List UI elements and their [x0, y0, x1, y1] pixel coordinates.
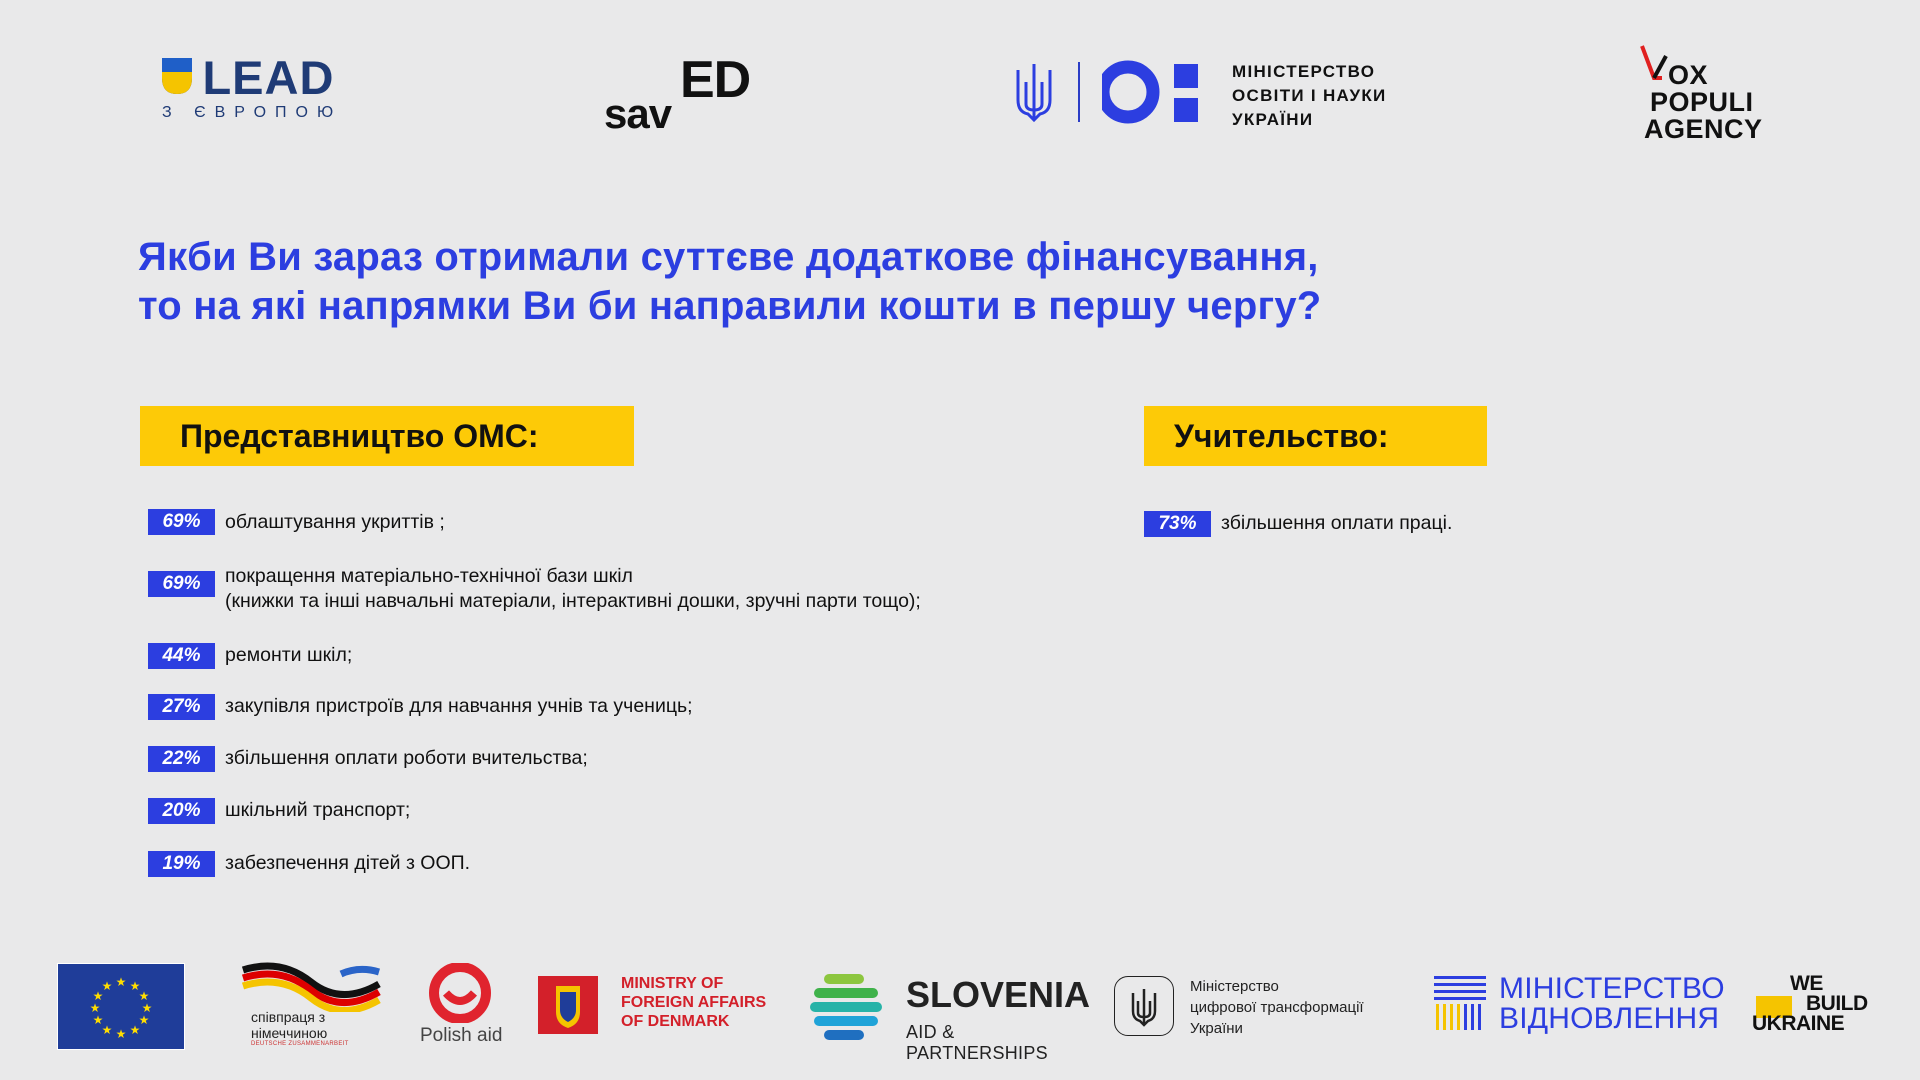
vox-line: POPULI: [1650, 87, 1754, 117]
logo-divider: [1078, 62, 1080, 122]
saved-logo-part1: sav: [604, 90, 672, 137]
digital-transformation-text: [1190, 976, 1364, 1039]
ulead-wordmark: LEAD: [202, 51, 335, 104]
we-build-line: WE: [1790, 972, 1823, 995]
svg-text:★: ★: [129, 979, 141, 993]
denmark-line: OF DENMARK: [621, 1013, 730, 1030]
digital-transformation-logo: [1114, 974, 1414, 1038]
percent-badge: 22%: [148, 746, 215, 772]
slovenia-subtitle: AID & PARTNERSHIPS: [906, 1022, 1048, 1063]
vox-populi-logo: [1640, 44, 1790, 144]
denmark-line: FOREIGN AFFAIRS: [621, 994, 767, 1011]
we-build-ukraine-logo: [1752, 972, 1868, 1035]
saved-logo-part2: ED: [680, 51, 751, 109]
list-item-text: збільшення оплати роботи вчительства;: [225, 747, 588, 769]
germany-logo-line: DEUTSCHE ZUSAMMENARBEIT: [251, 1041, 349, 1047]
ministry-education-line: МІНІСТЕРСТВО: [1232, 62, 1376, 81]
page-title-line2: то на які напрямки Ви би направили кошти в першу чергу?: [138, 284, 1322, 328]
denmark-crest-icon: [538, 976, 598, 1034]
svg-text:★: ★: [138, 989, 150, 1003]
restoration-line: ВІДНОВЛЕННЯ: [1499, 1002, 1720, 1035]
trident-icon: [1012, 60, 1056, 126]
percent-badge: 73%: [1144, 511, 1211, 537]
trident-icon: [1114, 976, 1174, 1036]
ulead-subtitle: З ЄВРОПОЮ: [162, 104, 343, 121]
list-item-text: збільшення оплати праці.: [1221, 512, 1453, 534]
list-item-text: забезпечення дітей з ООП.: [225, 852, 471, 874]
eu-stars-icon: [58, 964, 184, 1049]
slovenia-globe-icon: [810, 970, 886, 1044]
percent-badge: 69%: [148, 509, 215, 535]
ulead-u-icon: [160, 58, 194, 96]
svg-text:★: ★: [92, 989, 104, 1003]
germany-ukraine-wave-icon: [241, 962, 381, 1012]
restoration-line: МІНІСТЕРСТВО: [1499, 972, 1725, 1005]
percent-badge: 20%: [148, 798, 215, 824]
digital-line: Міністерство: [1190, 978, 1279, 995]
svg-text:★: ★: [92, 1013, 104, 1027]
svg-text:★: ★: [141, 1001, 153, 1015]
denmark-mfa-text: [621, 974, 766, 1031]
we-build-line: BUILD: [1806, 992, 1868, 1015]
germany-logo-line: співпраця з: [251, 1009, 326, 1025]
percent-badge: 69%: [148, 571, 215, 597]
page-title: [138, 233, 1638, 331]
svg-text:★: ★: [115, 975, 127, 989]
germany-logo-line: німеччиною: [251, 1025, 328, 1041]
list-item-text: покращення матеріально-технічної бази шкіл: [225, 565, 633, 587]
percent-badge: 19%: [148, 851, 215, 877]
list-item-text: ремонти шкіл;: [225, 644, 353, 666]
list-item-text: облаштування укриттів ;: [225, 511, 445, 533]
vox-line: AGENCY: [1644, 114, 1763, 144]
polish-aid-logo: [420, 963, 503, 1049]
polish-aid-icon: [420, 963, 500, 1023]
slovenia-title: SLOVENIA: [906, 974, 1091, 1015]
percent-badge: 27%: [148, 694, 215, 720]
digital-line: цифрової трансформації: [1190, 999, 1364, 1016]
slovenia-aid-logo: [810, 970, 1091, 1063]
section-title-omc: [140, 406, 634, 466]
ministry-education-line: УКРАЇНИ: [1232, 110, 1314, 129]
restoration-ministry-logo: [1434, 972, 1725, 1035]
ministry-education-mark-icon: [1102, 58, 1222, 128]
digital-line: України: [1190, 1020, 1243, 1037]
svg-text:★: ★: [89, 1001, 101, 1015]
svg-text:★: ★: [138, 1013, 150, 1027]
restoration-grid-icon: [1434, 974, 1490, 1032]
section-title-text: Учительство:: [1174, 418, 1389, 454]
eu-flag-logo: [57, 963, 185, 1050]
vox-line: OX: [1668, 60, 1709, 90]
polish-aid-text: Polish aid: [420, 1025, 503, 1046]
ulead-logo: [160, 51, 343, 122]
svg-text:★: ★: [115, 1027, 127, 1041]
list-item-text: шкільний транспорт;: [225, 799, 411, 821]
list-item-text-secondary: (книжки та інші навчальні матеріали, інтерактивні дошки, зручні парти тощо);: [225, 590, 921, 612]
list-item-text: закупівля пристроїв для навчання учнів та учениць;: [225, 695, 693, 717]
svg-text:★: ★: [129, 1023, 141, 1037]
saved-logo: [604, 50, 774, 140]
section-title-teachers: [1144, 406, 1487, 466]
svg-text:★: ★: [101, 1023, 113, 1037]
section-title-text: Представництво ОМС:: [180, 418, 539, 454]
svg-text:★: ★: [101, 979, 113, 993]
page-title-line1: Якби Ви зараз отримали суттєве додаткове фінансування,: [138, 235, 1319, 279]
denmark-mfa-logo: [538, 972, 778, 1032]
ministry-education-line: ОСВІТИ І НАУКИ: [1232, 86, 1387, 105]
germany-cooperation-logo: [241, 962, 381, 1046]
denmark-line: MINISTRY OF: [621, 975, 724, 992]
ministry-education-name: [1232, 60, 1432, 132]
percent-badge: 44%: [148, 643, 215, 669]
we-build-line: UKRAINE: [1752, 1012, 1845, 1035]
